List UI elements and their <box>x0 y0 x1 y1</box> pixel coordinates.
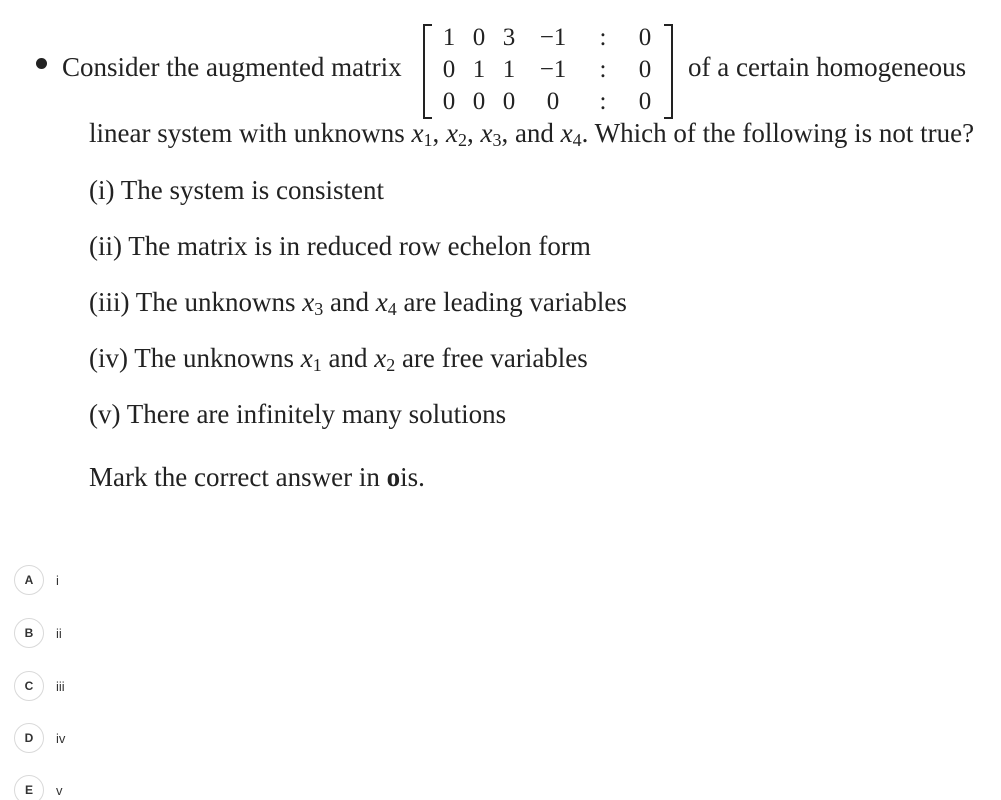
var-x3: x <box>302 287 315 317</box>
option-label: (v) <box>89 399 121 429</box>
choice-c[interactable] <box>14 670 234 702</box>
option-ii <box>89 231 591 262</box>
question-intro: Consider the augmented matrix <box>62 52 402 82</box>
matrix-cell: 1 <box>442 24 456 51</box>
mark-suffix: is. <box>400 462 425 492</box>
var-x2-sub: 2 <box>457 130 467 150</box>
matrix-cell: 0 <box>442 88 456 115</box>
option-text-post: are leading variables <box>403 287 627 317</box>
comma: , <box>466 118 474 148</box>
option-text-pre: The unknowns <box>134 343 294 373</box>
matrix-cell: : <box>599 56 607 83</box>
choice-b[interactable] <box>14 617 234 649</box>
var-x1-sub: 1 <box>423 130 433 150</box>
and-word: and <box>514 118 554 148</box>
matrix-row <box>437 55 659 85</box>
matrix-cell: 3 <box>502 24 516 51</box>
choice-a[interactable] <box>14 564 234 596</box>
option-label: (i) <box>89 175 115 205</box>
choice-letter[interactable]: D <box>14 723 44 753</box>
bullet-icon <box>36 58 47 69</box>
option-iv <box>89 343 588 376</box>
var-x2: x <box>445 118 458 148</box>
option-i <box>89 175 384 206</box>
choice-e[interactable] <box>14 774 234 800</box>
var-x3: x <box>480 118 493 148</box>
augmented-matrix <box>423 22 673 118</box>
option-v <box>89 399 506 430</box>
matrix-cell: 0 <box>472 24 486 51</box>
matrix-cell: −1 <box>539 56 567 83</box>
option-text-pre: The unknowns <box>135 287 296 317</box>
var-x4: x <box>375 287 388 317</box>
var-x4-sub: 4 <box>572 130 582 150</box>
choice-text[interactable]: ii <box>56 625 62 641</box>
and-word: and <box>329 287 369 317</box>
question-intro-tail: of a certain homogeneous <box>688 52 967 82</box>
choice-d[interactable] <box>14 722 234 754</box>
option-text: The matrix is in reduced row echelon form <box>128 231 591 261</box>
var-x1-sub: 1 <box>312 355 322 375</box>
and-word: and <box>328 343 368 373</box>
option-text: There are infinitely many solutions <box>126 399 507 429</box>
choice-text[interactable]: i <box>56 572 59 588</box>
var-x1: x <box>411 118 424 148</box>
question-line-2 <box>89 118 974 151</box>
matrix-cell: : <box>599 24 607 51</box>
right-bracket-icon <box>664 24 673 119</box>
mark-instruction <box>89 462 425 493</box>
var-x3-sub: 3 <box>314 299 324 319</box>
choice-text[interactable]: iv <box>56 730 66 746</box>
var-x2: x <box>374 343 387 373</box>
choice-letter[interactable]: B <box>14 618 44 648</box>
matrix-cell: 1 <box>502 56 516 83</box>
choice-letter[interactable]: A <box>14 565 44 595</box>
matrix-cell: 0 <box>442 56 456 83</box>
var-x4: x <box>560 118 573 148</box>
matrix-row <box>437 87 659 117</box>
matrix-row <box>437 23 659 53</box>
answer-choices <box>0 560 300 800</box>
matrix-cell: 0 <box>638 88 652 115</box>
comma: , <box>432 118 440 148</box>
option-label: (ii) <box>89 231 122 261</box>
option-label: (iii) <box>89 287 130 317</box>
var-x2-sub: 2 <box>386 355 396 375</box>
choice-text[interactable]: v <box>56 782 63 798</box>
mark-prefix: Mark the correct answer in <box>89 462 380 492</box>
var-x4-sub: 4 <box>387 299 397 319</box>
option-text: The system is consistent <box>120 175 384 205</box>
option-label: (iv) <box>89 343 128 373</box>
line2-suffix: . Which of the following is not true? <box>581 118 975 148</box>
option-text-post: are free variables <box>401 343 588 373</box>
matrix-cell: 0 <box>638 56 652 83</box>
matrix-cell: −1 <box>539 24 567 51</box>
choice-text[interactable]: iii <box>56 678 65 694</box>
choice-letter[interactable]: E <box>14 775 44 800</box>
matrix-cell: : <box>599 88 607 115</box>
mark-emph: o <box>386 462 401 492</box>
var-x1: x <box>300 343 313 373</box>
matrix-cell: 0 <box>472 88 486 115</box>
var-x3-sub: 3 <box>492 130 502 150</box>
matrix-cell: 0 <box>546 88 560 115</box>
choice-letter[interactable]: C <box>14 671 44 701</box>
left-bracket-icon <box>423 24 432 119</box>
matrix-cell: 0 <box>502 88 516 115</box>
line2-prefix: linear system with unknowns <box>89 118 405 148</box>
option-iii <box>89 287 627 320</box>
matrix-cell: 1 <box>472 56 486 83</box>
matrix-cell: 0 <box>638 24 652 51</box>
comma: , <box>501 118 509 148</box>
